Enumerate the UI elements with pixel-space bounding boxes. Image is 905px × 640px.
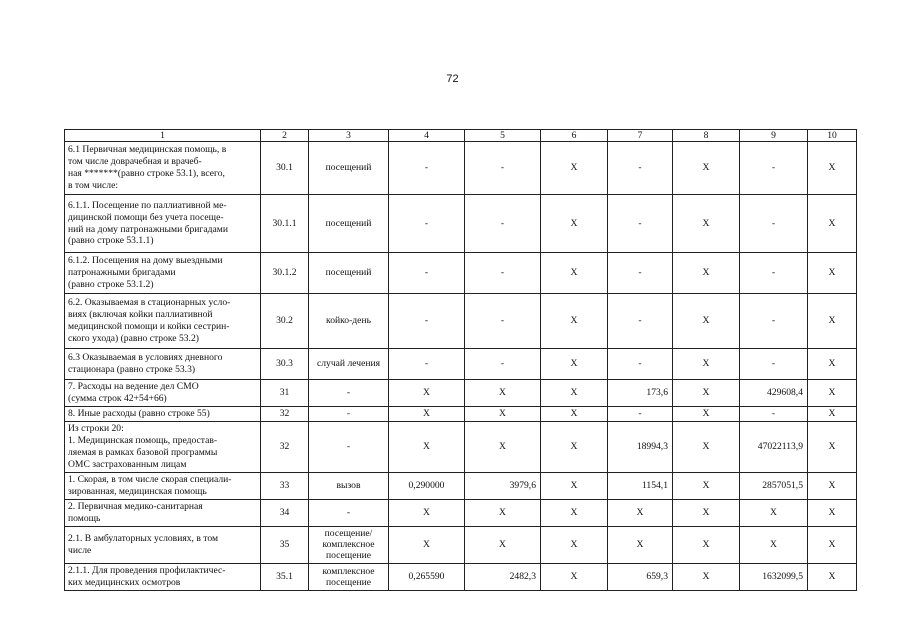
col-header-4: 4 xyxy=(389,130,465,142)
cell-c8: X xyxy=(673,253,740,294)
row-code: 35 xyxy=(261,526,309,563)
table-row xyxy=(65,563,857,590)
row-unit: посещение/ комплексное посещение xyxy=(309,526,389,563)
row-description: 1. Скорая, в том числе скорая специали- зированная, медицинская помощь xyxy=(65,472,261,499)
row-code: 30.1.2 xyxy=(261,253,309,294)
cell-c10: X xyxy=(808,253,857,294)
cell-c4: 0,265590 xyxy=(389,563,465,590)
row-unit: вызов xyxy=(309,472,389,499)
cell-c5: X xyxy=(465,421,541,472)
cell-c5: - xyxy=(465,195,541,253)
row-code: 32 xyxy=(261,406,309,421)
row-code: 35.1 xyxy=(261,563,309,590)
cell-c4: - xyxy=(389,294,465,349)
cell-c10: X xyxy=(808,421,857,472)
cell-c6: X xyxy=(541,380,608,407)
cell-c8: X xyxy=(673,406,740,421)
row-code: 30.1.1 xyxy=(261,195,309,253)
cell-c6: X xyxy=(541,526,608,563)
cell-c6: X xyxy=(541,421,608,472)
row-code: 30.1 xyxy=(261,142,309,195)
cell-c7: - xyxy=(608,294,673,349)
row-unit: комплексное посещение xyxy=(309,563,389,590)
cell-c6: X xyxy=(541,563,608,590)
data-table xyxy=(64,129,857,591)
col-header-10: 10 xyxy=(808,130,857,142)
cell-c5: X xyxy=(465,380,541,407)
cell-c7: - xyxy=(608,195,673,253)
cell-c10: X xyxy=(808,563,857,590)
cell-c4: - xyxy=(389,253,465,294)
cell-c9: - xyxy=(740,253,808,294)
row-code: 30.2 xyxy=(261,294,309,349)
row-code: 31 xyxy=(261,380,309,407)
table-row xyxy=(65,253,857,294)
col-header-5: 5 xyxy=(465,130,541,142)
cell-c10: X xyxy=(808,349,857,380)
table-row xyxy=(65,421,857,472)
cell-c6: X xyxy=(541,142,608,195)
row-unit: посещений xyxy=(309,253,389,294)
cell-c10: X xyxy=(808,294,857,349)
cell-c10: X xyxy=(808,526,857,563)
cell-c7: X xyxy=(608,499,673,526)
cell-c4: X xyxy=(389,526,465,563)
page-number: 72 xyxy=(446,73,459,85)
cell-c8: X xyxy=(673,526,740,563)
cell-c5: X xyxy=(465,526,541,563)
cell-c10: X xyxy=(808,499,857,526)
cell-c8: X xyxy=(673,195,740,253)
cell-c4: X xyxy=(389,406,465,421)
col-header-6: 6 xyxy=(541,130,608,142)
cell-c4: - xyxy=(389,142,465,195)
cell-c9: - xyxy=(740,294,808,349)
row-unit: - xyxy=(309,380,389,407)
cell-c7: - xyxy=(608,142,673,195)
table-row xyxy=(65,499,857,526)
cell-c10: X xyxy=(808,380,857,407)
cell-c9: 429608,4 xyxy=(740,380,808,407)
cell-c6: X xyxy=(541,472,608,499)
cell-c7: 18994,3 xyxy=(608,421,673,472)
cell-c9: 47022113,9 xyxy=(740,421,808,472)
row-description: 6.1 Первичная медицинская помощь, в том числе доврачебная и врачеб- ная *******(равно строке 53.1), всего, в том числе: xyxy=(65,142,261,195)
table-row xyxy=(65,195,857,253)
cell-c8: X xyxy=(673,421,740,472)
cell-c8: X xyxy=(673,294,740,349)
cell-c8: X xyxy=(673,472,740,499)
cell-c7: 173,6 xyxy=(608,380,673,407)
row-unit: случай лечения xyxy=(309,349,389,380)
cell-c7: 659,3 xyxy=(608,563,673,590)
cell-c5: X xyxy=(465,499,541,526)
row-unit: посещений xyxy=(309,142,389,195)
row-description: 2.1. В амбулаторных условиях, в том числе xyxy=(65,526,261,563)
cell-c7: 1154,1 xyxy=(608,472,673,499)
cell-c8: X xyxy=(673,499,740,526)
row-description: 6.3 Оказываемая в условиях дневного стационара (равно строке 53.3) xyxy=(65,349,261,380)
col-header-1: 1 xyxy=(65,130,261,142)
col-header-7: 7 xyxy=(608,130,673,142)
header-row xyxy=(65,130,857,142)
cell-c6: X xyxy=(541,499,608,526)
cell-c9: X xyxy=(740,526,808,563)
table-row xyxy=(65,472,857,499)
cell-c4: - xyxy=(389,195,465,253)
cell-c7: - xyxy=(608,349,673,380)
row-description: Из строки 20: 1. Медицинская помощь, предостав- ляемая в рамках базовой программы ОМС застрахованным лицам xyxy=(65,421,261,472)
row-code: 34 xyxy=(261,499,309,526)
cell-c5: 2482,3 xyxy=(465,563,541,590)
table-row xyxy=(65,349,857,380)
row-code: 33 xyxy=(261,472,309,499)
row-description: 6.1.1. Посещение по паллиативной ме- дицинской помощи без учета посеще- ний на дому патронажными бригадами (равно строке 53.1.1) xyxy=(65,195,261,253)
cell-c6: X xyxy=(541,294,608,349)
cell-c7: - xyxy=(608,253,673,294)
row-code: 30.3 xyxy=(261,349,309,380)
cell-c5: 3979,6 xyxy=(465,472,541,499)
cell-c4: X xyxy=(389,380,465,407)
row-unit: - xyxy=(309,499,389,526)
table-row xyxy=(65,380,857,407)
col-header-3: 3 xyxy=(309,130,389,142)
cell-c5: X xyxy=(465,406,541,421)
table-row xyxy=(65,526,857,563)
cell-c5: - xyxy=(465,294,541,349)
cell-c9: 2857051,5 xyxy=(740,472,808,499)
table-row xyxy=(65,294,857,349)
cell-c6: X xyxy=(541,195,608,253)
row-description: 2.1.1. Для проведения профилактичес- ких медицинских осмотров xyxy=(65,563,261,590)
cell-c9: - xyxy=(740,142,808,195)
col-header-9: 9 xyxy=(740,130,808,142)
row-unit: - xyxy=(309,421,389,472)
row-unit: койко-день xyxy=(309,294,389,349)
row-description: 8. Иные расходы (равно строке 55) xyxy=(65,406,261,421)
cell-c8: X xyxy=(673,380,740,407)
row-code: 32 xyxy=(261,421,309,472)
table-row xyxy=(65,142,857,195)
cell-c5: - xyxy=(465,349,541,380)
cell-c10: X xyxy=(808,142,857,195)
cell-c8: X xyxy=(673,349,740,380)
cell-c8: X xyxy=(673,142,740,195)
row-unit: - xyxy=(309,406,389,421)
cell-c9: - xyxy=(740,349,808,380)
cell-c8: X xyxy=(673,563,740,590)
table-row xyxy=(65,406,857,421)
row-description: 7. Расходы на ведение дел СМО (сумма строк 42+54+66) xyxy=(65,380,261,407)
row-unit: посещений xyxy=(309,195,389,253)
cell-c6: X xyxy=(541,253,608,294)
cell-c5: - xyxy=(465,142,541,195)
cell-c10: X xyxy=(808,195,857,253)
row-description: 2. Первичная медико-санитарная помощь xyxy=(65,499,261,526)
cell-c7: - xyxy=(608,406,673,421)
cell-c10: X xyxy=(808,472,857,499)
cell-c10: X xyxy=(808,406,857,421)
cell-c7: X xyxy=(608,526,673,563)
cell-c9: - xyxy=(740,406,808,421)
row-description: 6.1.2. Посещения на дому выездными патронажными бригадами (равно строке 53.1.2) xyxy=(65,253,261,294)
cell-c9: - xyxy=(740,195,808,253)
cell-c4: - xyxy=(389,349,465,380)
cell-c4: X xyxy=(389,421,465,472)
col-header-2: 2 xyxy=(261,130,309,142)
cell-c6: X xyxy=(541,406,608,421)
cell-c4: 0,290000 xyxy=(389,472,465,499)
cell-c5: - xyxy=(465,253,541,294)
cell-c9: 1632099,5 xyxy=(740,563,808,590)
cell-c6: X xyxy=(541,349,608,380)
row-description: 6.2. Оказываемая в стационарных усло- виях (включая койки паллиативной медицинской помощи и койки сестрин- ского ухода) (равно строке 53.2) xyxy=(65,294,261,349)
cell-c9: X xyxy=(740,499,808,526)
col-header-8: 8 xyxy=(673,130,740,142)
cell-c4: X xyxy=(389,499,465,526)
